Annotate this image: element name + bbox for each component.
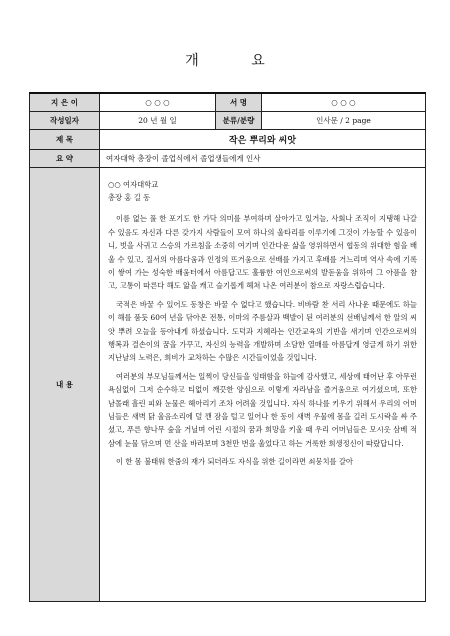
paragraph-3: 여러분의 부모님들께서는 일찍이 당신들을 잉태함을 하늘에 감사했고, 세상에 태어난 후 아무런 욕심없이 그저 순수하고 티없이 깨끗한 양심으로 이렇게 자라남을 즐거움으로 여기셨으며, 또한 남몰래 흘린 피와 눈물은 헤아리기 조차 어려울 것입니다. 자식 하나를 키우기 위해서 우리의 어머님들은 새벽 닭 울음소리에 덜 깬 잠을 털고 일어나 한 동이 새벽 우물에 몸을 길러 도시락을 싸 주셨고, 푸른 향나무 숲을 거닐며 어린 시절의 꿈과 희망을 키울 때 우리 어머님들은 모시옷 삼베 적삼에 눈물 닦으며 먼 산을 바라보며 3천만 번을 울었다고 하는 거룩한 희생정신이 따랐답니다. [108,371,417,448]
writer-value: ○ ○ ○ [100,93,216,111]
category-label: 분류/분량 [216,111,262,129]
paragraph-1: 이름 없는 풀 한 포기도 한 가닥 의미를 부여하며 살아가고 있거늘, 사회나 조직이 지탱해 나갈 수 있음도 자신과 다른 갖가지 사람들이 모여 하나의 울타리를 이루기에 그것이 가능할 수 있음이니, 벗을 사귀고 스승의 가르침을 소중히 여기며 인간다운 삶을 영위하면서 협동의 위대한 힘을 배울 수 있고, 질서의 아름다움과 인정의 뜨거움으로 선배를 가지고 후배를 거느리며 역사 속에 기록이 쌓여 가는 성숙한 배움터에서 아름답고도 훌륭한 여인으로써의 발돋움을 위하여 그 아픔을 참고, 고통이 따른다 해도 앎을 캐고 슬기롭게 헤쳐 나온 여러분이 참으로 자랑스럽습니다. [108,214,417,291]
subject-label: 제 목 [30,129,100,149]
summary-form-table [29,92,426,602]
paragraph-2: 국적은 바꿀 수 있어도 동창은 바꿀 수 없다고 했습니다. 비바람 찬 서리 사나운 때문에도 하늘이 해를 품듯 60여 년을 닦아온 전통, 이마의 주름살과 백발이 된 여러분의 선배님께서 한 알의 씨앗 뿌려 오늘을 등아내게 하셨습니다. 도덕과 지혜라는 인간교육의 기반을 새기며 인간으로써의 행복과 결손이의 꿈을 가꾸고, 자신의 능력을 개발하며 소담한 열매를 아름답게 영글게 하기 위한 지난날의 노력은, 희비가 교차하는 수많은 시간들이었을 것입니다. [108,299,417,363]
sender-line-2: 총장 홍 길 동 [108,192,151,202]
sender-line-1: ○○ 여자대학교 [108,179,159,189]
page-title: 개 요 [185,53,289,69]
summary-label: 요 약 [30,149,100,167]
signature-label: 서 명 [216,93,262,111]
content-label: 내 용 [30,167,100,601]
paragraph-4: 이 한 몸 불태워 한줌의 재가 되더라도 자식을 위한 길이라면 쇠뭉치를 갈아 [116,457,353,467]
subject-value: 작은 뿌리와 씨앗 [100,129,426,149]
date-label: 작성일자 [30,111,100,129]
summary-value: 여자대학 총장이 졸업식에서 졸업생들에게 인사 [100,149,426,167]
category-value: 인사문 / 2 page [262,111,426,129]
signature-value: ○ ○ ○ [262,93,426,111]
date-value: 20 년 월 일 [100,111,216,129]
writer-label: 지 은 이 [30,93,100,111]
content-body [100,167,426,601]
